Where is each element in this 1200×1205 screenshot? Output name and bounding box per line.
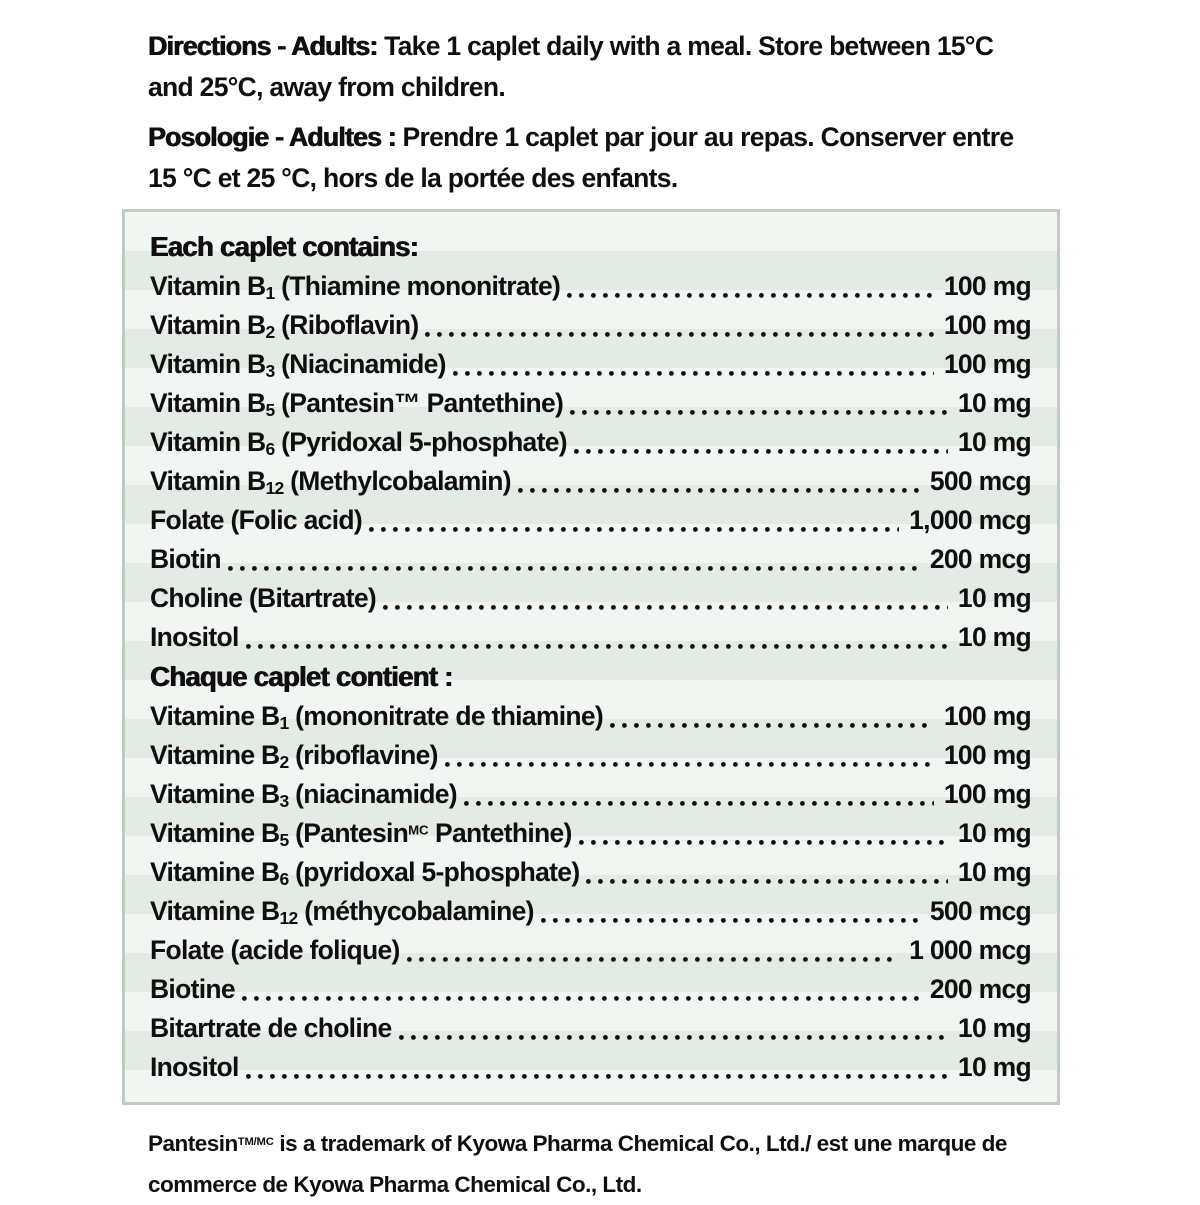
subscript: 5 — [265, 399, 275, 420]
directions-en-lead: Directions - Adults: — [148, 31, 378, 61]
dotted-leader — [425, 332, 933, 337]
text-segment: Vitamin B — [150, 310, 266, 340]
ingredient-row — [150, 697, 1031, 736]
text-segment: (Thiamine mononitrate) — [274, 271, 561, 301]
trademark-footnote — [148, 1123, 1048, 1205]
text-segment: Vitamine B — [150, 896, 280, 926]
dotted-leader — [570, 410, 948, 415]
subscript: 1 — [279, 712, 289, 733]
text-segment: (pyridoxal 5-phosphate) — [288, 857, 580, 887]
facts-title-fr: Chaque caplet contient : — [150, 661, 453, 692]
dotted-leader — [579, 840, 948, 845]
subscript: 12 — [265, 477, 284, 498]
ingredient-row — [150, 1009, 1031, 1048]
text-segment: (riboflavine) — [288, 740, 438, 770]
ingredient-amount: 500 mcg — [929, 466, 1031, 496]
text-segment: (niacinamide) — [288, 779, 457, 809]
ingredient-label — [150, 462, 511, 501]
directions-fr-text: Prendre 1 caplet par jour au repas. Conserver entre 15 °C et 25 °C, hors de la portée des enfants. — [148, 122, 1014, 193]
dotted-leader — [574, 449, 948, 454]
ingredient-amount: 100 mg — [943, 701, 1031, 731]
subscript: 2 — [265, 321, 275, 342]
text-segment: Vitamin B — [150, 466, 266, 496]
ingredient-amount: 10 mg — [957, 1052, 1031, 1082]
text-segment: (Riboflavin) — [274, 310, 419, 340]
ingredient-amount: 10 mg — [957, 857, 1031, 887]
dotted-leader — [586, 879, 947, 884]
ingredient-amount: 10 mg — [957, 388, 1031, 418]
facts-title-en: Each caplet contains: — [150, 231, 419, 262]
ingredient-label — [150, 775, 457, 814]
dotted-leader — [464, 801, 934, 806]
dotted-leader — [246, 644, 948, 649]
text-segment: Inositol — [150, 622, 239, 652]
text-segment: Vitamine B — [150, 779, 280, 809]
subscript: 12 — [279, 907, 298, 928]
ingredient-label — [150, 1048, 239, 1087]
ingredient-label — [150, 267, 560, 306]
ingredient-row — [150, 814, 1031, 853]
superscript: MC — [408, 822, 429, 838]
ingredient-amount: 1 000 mcg — [909, 935, 1031, 965]
ingredient-label — [150, 618, 239, 657]
ingredient-label — [150, 970, 235, 1009]
subscript: 2 — [279, 751, 289, 772]
ingredient-label — [150, 306, 418, 345]
directions-fr-lead: Posologie - Adultes : — [148, 122, 396, 152]
subscript: 3 — [265, 360, 275, 381]
ingredient-label — [150, 814, 572, 853]
ingredient-amount: 10 mg — [957, 1013, 1031, 1043]
ingredient-row — [150, 853, 1031, 892]
dotted-leader — [453, 371, 934, 376]
dotted-leader — [383, 605, 948, 610]
ingredient-row — [150, 423, 1031, 462]
dotted-leader — [369, 527, 899, 532]
ingredient-row — [150, 892, 1031, 931]
ingredient-label — [150, 345, 446, 384]
text-segment: Pantesin — [148, 1131, 238, 1156]
text-segment: Folate (acide folique) — [150, 935, 400, 965]
subscript: 6 — [279, 868, 289, 889]
text-segment: Biotine — [150, 974, 235, 1004]
text-segment: Folate (Folic acid) — [150, 505, 362, 535]
ingredient-row — [150, 462, 1031, 501]
directions-en-text: Take 1 caplet daily with a meal. Store between 15°C and 25°C, away from children. — [148, 31, 994, 102]
ingredient-row — [150, 501, 1031, 540]
text-segment: Bitartrate de choline — [150, 1013, 392, 1043]
ingredient-row — [150, 540, 1031, 579]
ingredient-label — [150, 423, 567, 462]
subscript: 3 — [279, 790, 289, 811]
dotted-leader — [228, 566, 920, 571]
ingredient-row — [150, 736, 1031, 775]
ingredient-label — [150, 892, 534, 931]
directions-en — [148, 26, 1028, 108]
supplement-facts-box — [122, 209, 1060, 1105]
ingredient-row — [150, 970, 1031, 1009]
text-segment: Vitamine B — [150, 701, 280, 731]
text-segment: (méthycobalamine) — [297, 896, 534, 926]
ingredient-amount: 200 mcg — [929, 544, 1031, 574]
ingredient-amount: 10 mg — [957, 818, 1031, 848]
ingredient-row — [150, 267, 1031, 306]
ingredient-amount: 100 mg — [943, 740, 1031, 770]
text-segment: Choline (Bitartrate) — [150, 583, 376, 613]
text-segment: Biotin — [150, 544, 221, 574]
text-segment: Vitamine B — [150, 857, 280, 887]
ingredient-row — [150, 345, 1031, 384]
dotted-leader — [518, 488, 920, 493]
facts-rows-en — [150, 267, 1031, 657]
ingredient-amount: 10 mg — [957, 427, 1031, 457]
ingredient-label — [150, 736, 438, 775]
ingredient-row — [150, 618, 1031, 657]
ingredient-row — [150, 931, 1031, 970]
subscript: 6 — [265, 438, 275, 459]
text-segment: Vitamin B — [150, 271, 266, 301]
text-segment: Inositol — [150, 1052, 239, 1082]
ingredient-amount: 100 mg — [943, 779, 1031, 809]
subscript: 1 — [265, 282, 275, 303]
ingredient-label — [150, 1009, 392, 1048]
ingredient-row — [150, 306, 1031, 345]
dotted-leader — [541, 918, 920, 923]
text-segment: Vitamin B — [150, 427, 266, 457]
ingredient-label — [150, 579, 376, 618]
text-segment: (Pantesin™ Pantethine) — [274, 388, 564, 418]
ingredient-amount: 100 mg — [943, 349, 1031, 379]
ingredient-amount: 200 mcg — [929, 974, 1031, 1004]
text-segment: Vitamine B — [150, 818, 280, 848]
ingredient-row — [150, 579, 1031, 618]
dotted-leader — [399, 1035, 948, 1040]
facts-rows-fr — [150, 697, 1031, 1087]
ingredient-row — [150, 1048, 1031, 1087]
text-segment: (Pyridoxal 5-phosphate) — [274, 427, 567, 457]
ingredient-label — [150, 384, 563, 423]
dotted-leader — [610, 723, 934, 728]
superscript: TM/MC — [237, 1135, 274, 1148]
text-segment: (Methylcobalamin) — [283, 466, 511, 496]
text-segment: (mononitrate de thiamine) — [288, 701, 604, 731]
ingredient-row — [150, 384, 1031, 423]
text-segment: Vitamin B — [150, 388, 266, 418]
ingredient-amount: 500 mcg — [929, 896, 1031, 926]
subscript: 5 — [279, 829, 289, 850]
ingredient-row — [150, 775, 1031, 814]
ingredient-amount: 1,000 mcg — [909, 505, 1031, 535]
text-segment: Vitamine B — [150, 740, 280, 770]
ingredient-label — [150, 540, 221, 579]
ingredient-label — [150, 697, 603, 736]
ingredient-amount: 100 mg — [943, 310, 1031, 340]
text-segment: Vitamin B — [150, 349, 266, 379]
dotted-leader — [246, 1074, 948, 1079]
dotted-leader — [567, 293, 934, 298]
ingredient-label — [150, 853, 579, 892]
text-segment: Pantethine) — [428, 818, 572, 848]
dotted-leader — [407, 957, 899, 962]
dotted-leader — [242, 996, 920, 1001]
text-segment: is a trademark of Kyowa Pharma Chemical Co., Ltd./ est une marque de commerce de Kyowa Pharma Chemical Co., Ltd. — [148, 1131, 1007, 1197]
ingredient-amount: 10 mg — [957, 583, 1031, 613]
ingredient-amount: 10 mg — [957, 622, 1031, 652]
ingredient-label — [150, 501, 362, 540]
ingredient-label — [150, 931, 400, 970]
directions-fr — [148, 117, 1028, 199]
text-segment: (Niacinamide) — [274, 349, 446, 379]
dotted-leader — [445, 762, 934, 767]
ingredient-amount: 100 mg — [943, 271, 1031, 301]
text-segment: (Pantesin — [288, 818, 409, 848]
